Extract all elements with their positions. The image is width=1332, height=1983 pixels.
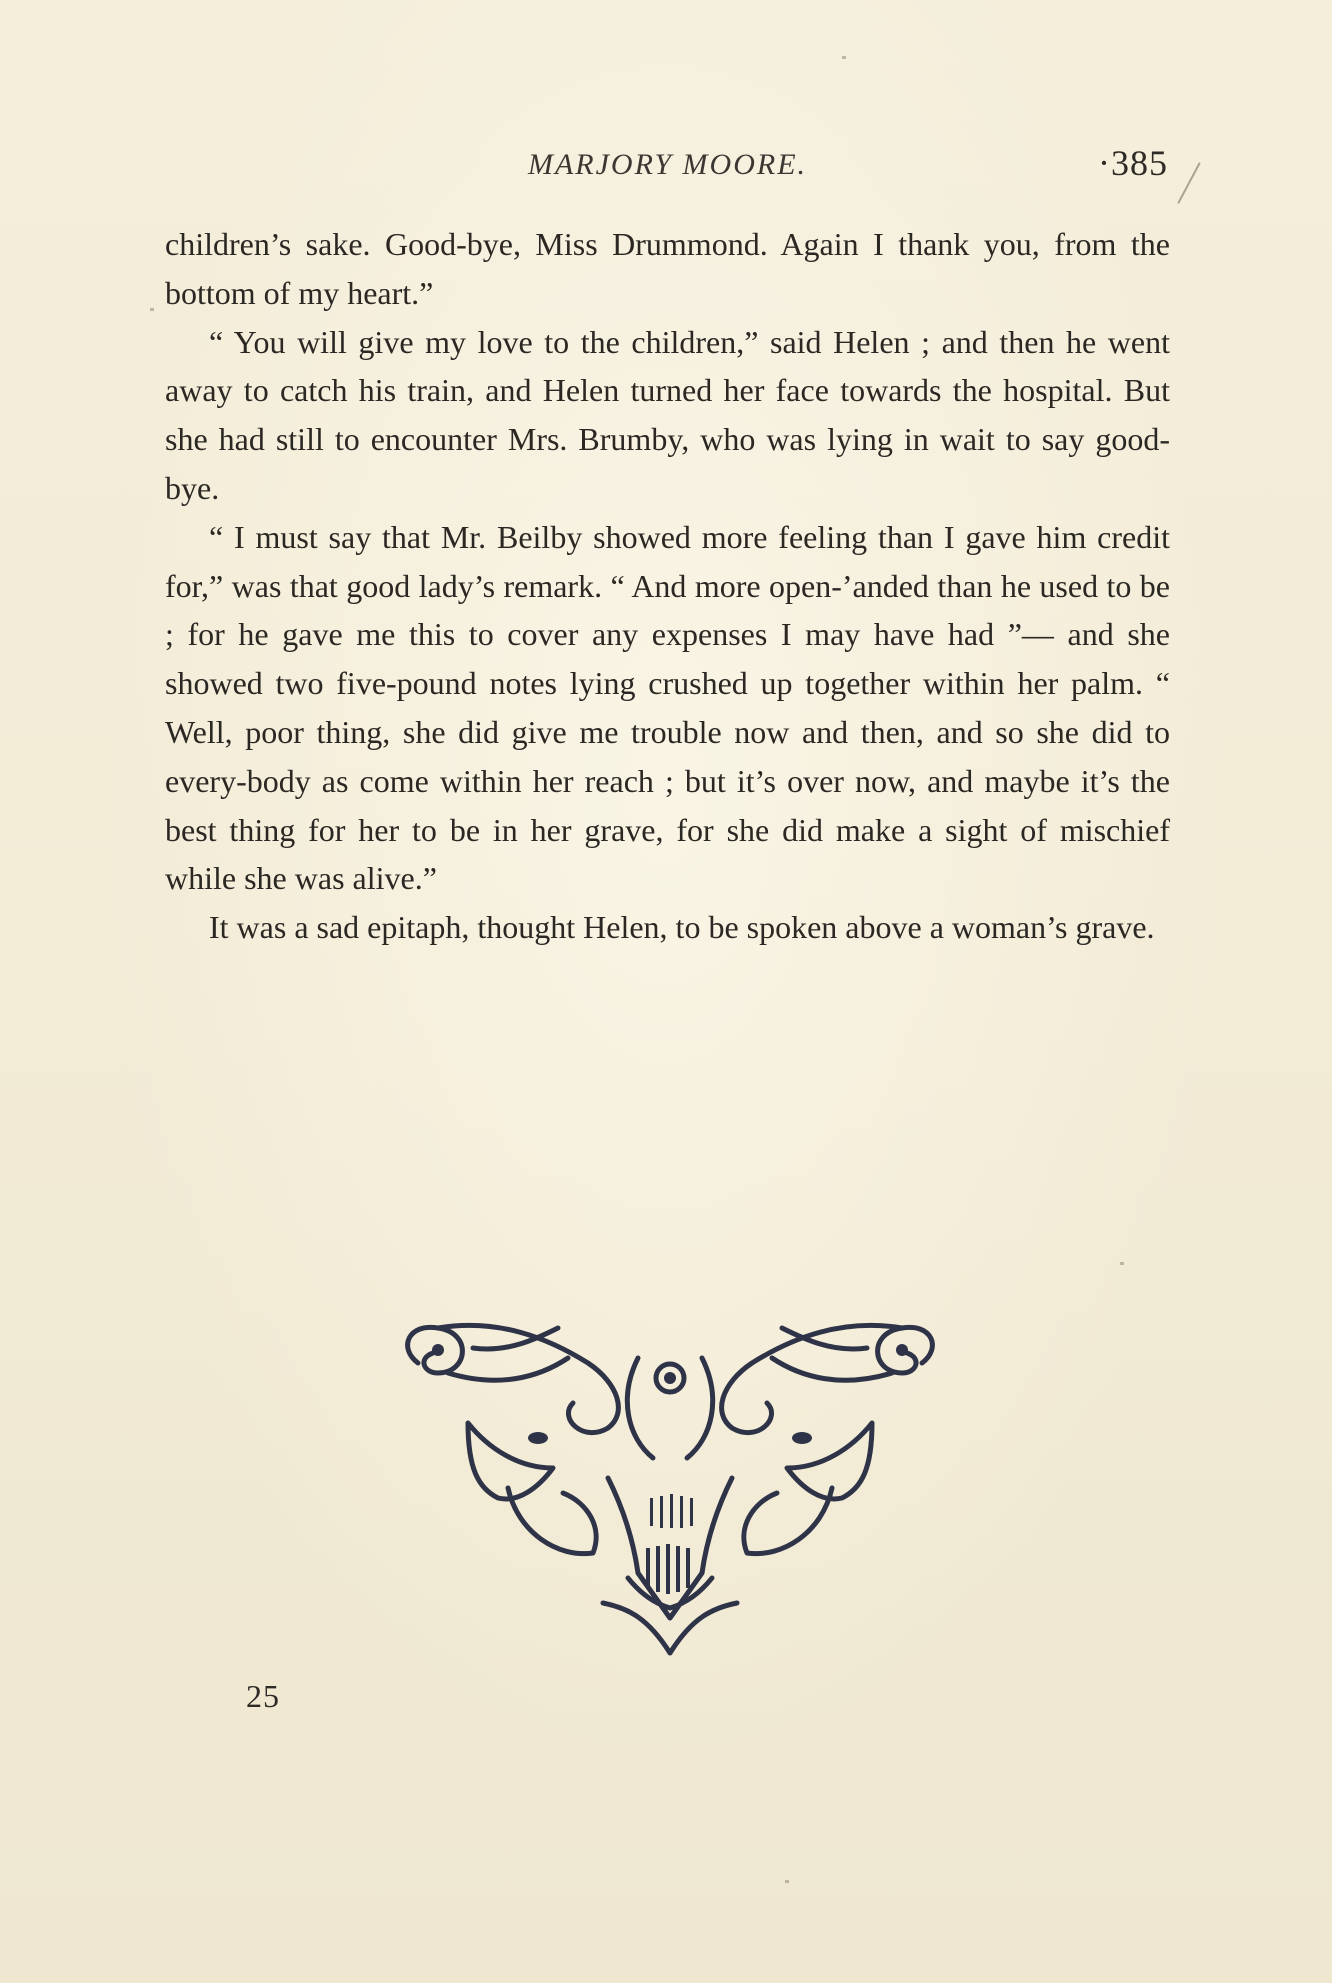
- page-number-value: 385: [1111, 143, 1168, 183]
- running-title: MARJORY MOORE.: [527, 148, 808, 181]
- paragraph-4: It was a sad epitaph, thought Helen, to be spoken above a woman’s grave.: [209, 909, 1155, 946]
- paragraph-3: “ I must say that Mr. Beilby showed more feeling than I gave him credit for,” was that good lady’s remark. “ And more open-’anded than he used to be ; for he gave me this to cover any expenses I may have had ”— and she showed two five-pound notes lying crushed up together within her palm. “ Well, poor thing, she did give me trouble now and then, and so she did to every-body as come within her reach ; but it’s over now, and maybe it’s the best thing for her to be in her grave, for she did make a sight of mischief while she was alive.”: [165, 518, 1170, 897]
- page-number: ·385: [1098, 143, 1168, 183]
- paragraph-1: children’s sake. Good-bye, Miss Drummond. Again I thank you, from the bottom of my heart.”: [165, 226, 1170, 311]
- signature-mark: 25: [246, 1678, 280, 1714]
- paper-speck: [150, 308, 154, 311]
- margin-mark: [1177, 162, 1200, 204]
- body-text: [165, 220, 1170, 952]
- paragraph-2: “ You will give my love to the children,” said Helen ; and then he went away to catch his train, and Helen turned her face towards the hospital. But she had still to encounter Mrs. Brumby, who was lying in wait to say good-bye.: [165, 323, 1170, 506]
- paper-speck: [842, 56, 846, 59]
- floral-tailpiece-icon: [378, 1318, 962, 1663]
- running-head: [165, 143, 1170, 192]
- paper-speck: [785, 1880, 789, 1883]
- paper-speck: [1120, 1262, 1124, 1265]
